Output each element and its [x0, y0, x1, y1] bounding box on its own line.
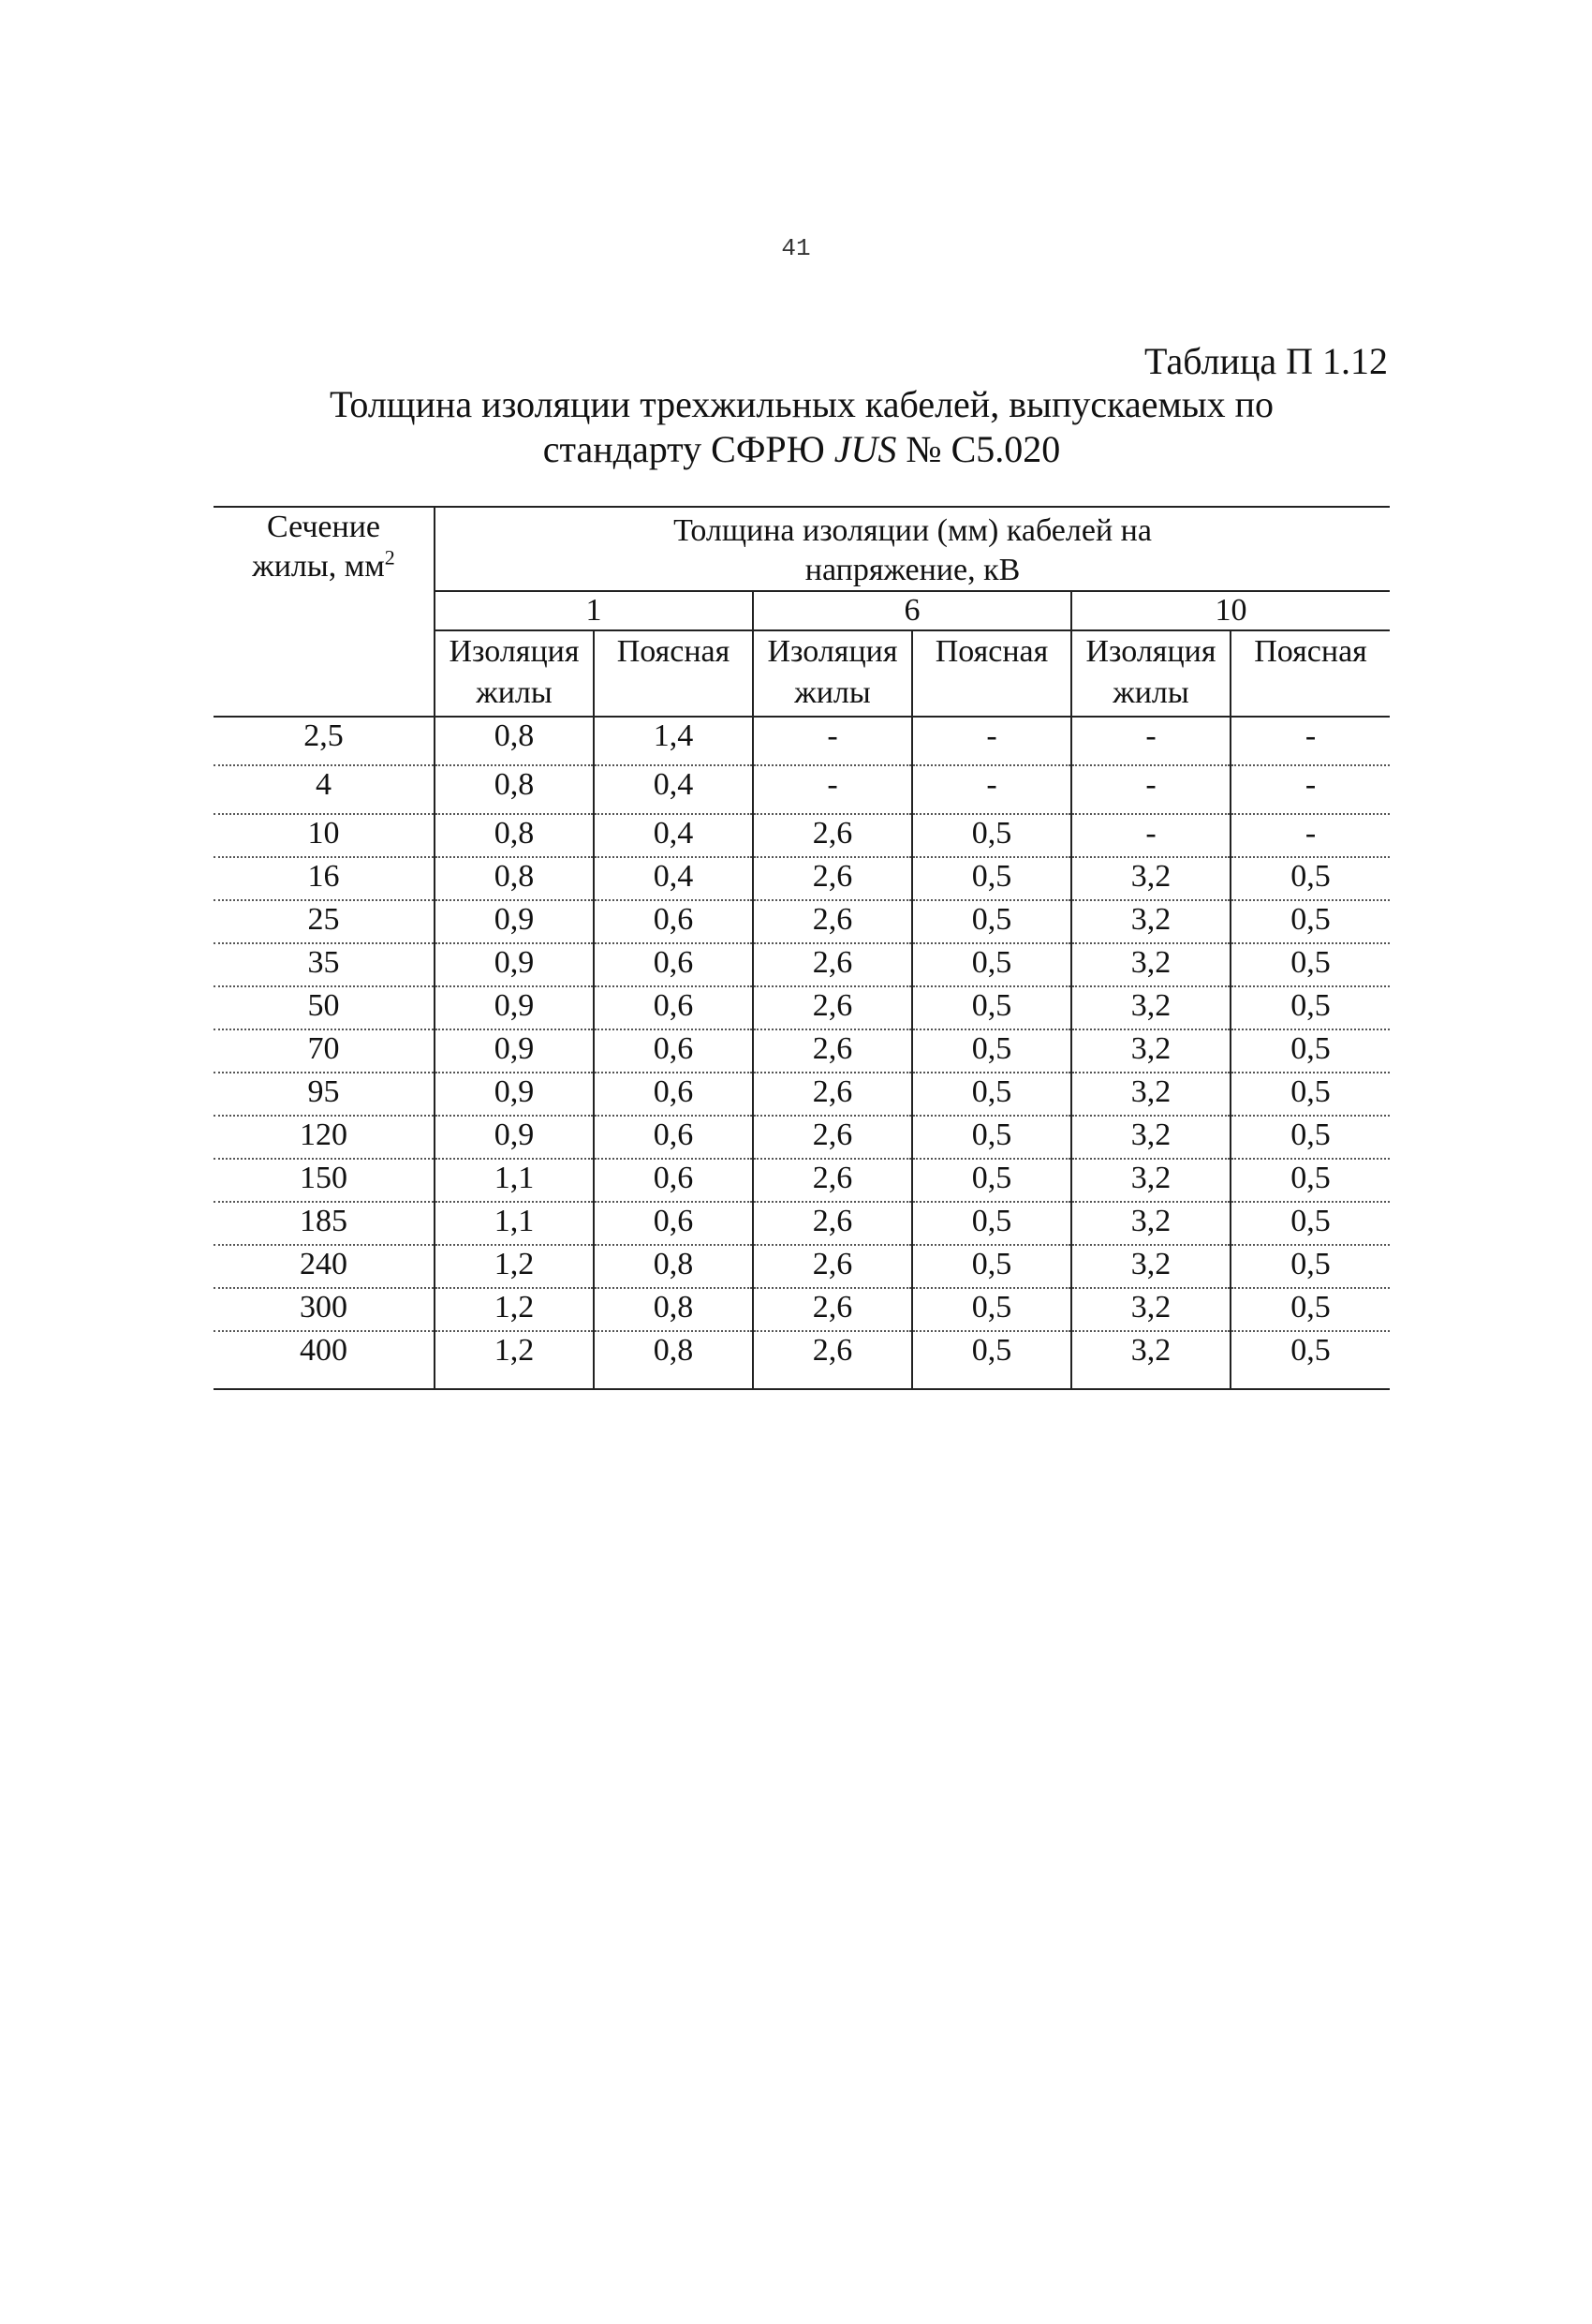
cell-section: 95 [214, 1073, 435, 1116]
cell-value: 3,2 [1071, 1202, 1231, 1245]
cell-value: 0,5 [1231, 1073, 1390, 1116]
cell-value: 2,6 [753, 1116, 912, 1159]
header-section-line-2: жилы, $мм^2$ [252, 545, 395, 584]
cell-value: 0,9 [435, 900, 594, 943]
table-row [214, 1331, 1390, 1389]
cell-value: 0,6 [594, 986, 753, 1029]
cell-value: 2,6 [753, 1073, 912, 1116]
cell-value: 0,5 [912, 986, 1071, 1029]
header-subcol-core-insulation [1071, 630, 1231, 717]
table-label: Таблица П 1.12 [1144, 340, 1388, 382]
cell-value: 0,6 [594, 1029, 753, 1073]
caption-line-1: Толщина изоляции трехжильных кабелей, выпускаемых по [329, 383, 1275, 425]
cell-value: 0,8 [594, 1245, 753, 1288]
cell-value: 1,2 [435, 1288, 594, 1331]
cell-value: 0,6 [594, 900, 753, 943]
table-row [214, 943, 1390, 986]
cell-value: 0,5 [1231, 1202, 1390, 1245]
cell-value: 0,4 [594, 857, 753, 900]
cell-value: 3,2 [1071, 1245, 1231, 1288]
header-subcol-belt-insulation [1231, 630, 1390, 717]
cell-value: 0,5 [1231, 1331, 1390, 1389]
cell-value: 0,5 [912, 1073, 1071, 1116]
cell-value: 0,8 [594, 1331, 753, 1389]
cell-section: 185 [214, 1202, 435, 1245]
caption-line-2-prefix: стандарту СФРЮ [542, 428, 834, 470]
caption-standard-code: JUS [833, 428, 897, 470]
header-subcol-line-2: жилы [476, 675, 553, 710]
cell-value: 0,8 [435, 814, 594, 857]
cell-value: 2,6 [753, 1159, 912, 1202]
cell-value: 3,2 [1071, 943, 1231, 986]
cell-value: 0,5 [912, 1245, 1071, 1288]
cell-value: - [1231, 717, 1390, 765]
cell-value: 0,5 [912, 1331, 1071, 1389]
table-row [214, 1029, 1390, 1073]
cell-value: 3,2 [1071, 857, 1231, 900]
cell-value: 0,5 [912, 943, 1071, 986]
cell-section: 10 [214, 814, 435, 857]
cell-value: - [1231, 765, 1390, 814]
cell-section: 50 [214, 986, 435, 1029]
header-voltage-10: 10 [1071, 591, 1390, 630]
cell-value: 0,6 [594, 1202, 753, 1245]
cell-value: 0,8 [594, 1288, 753, 1331]
cell-value: - [912, 765, 1071, 814]
header-thickness-line-2: напряжение, кВ [804, 553, 1021, 587]
cell-value: 0,9 [435, 986, 594, 1029]
cell-value: 0,9 [435, 1029, 594, 1073]
cell-section: 16 [214, 857, 435, 900]
cell-value: 0,6 [594, 1073, 753, 1116]
cell-value: - [1071, 814, 1231, 857]
cell-value: 0,5 [912, 1159, 1071, 1202]
table-caption [214, 382, 1390, 472]
header-voltage-1: 1 [435, 591, 753, 630]
cell-value: 2,6 [753, 814, 912, 857]
header-section-line-1: Сечение [266, 510, 380, 544]
cell-value: 3,2 [1071, 986, 1231, 1029]
table-row [214, 1288, 1390, 1331]
cell-value: 2,6 [753, 857, 912, 900]
header-subcol-line-1: Изоляция [449, 634, 580, 669]
cell-value: 0,5 [912, 814, 1071, 857]
header-subcol-core-insulation [753, 630, 912, 717]
cell-value: - [1231, 814, 1390, 857]
cell-value: 3,2 [1071, 1331, 1231, 1389]
table-row [214, 1159, 1390, 1202]
cell-value: 0,8 [435, 857, 594, 900]
caption-line-2-suffix: № С5.020 [896, 428, 1061, 470]
cell-value: 0,5 [1231, 1288, 1390, 1331]
header-subcol-line-1: Изоляция [767, 634, 898, 669]
cell-value: 2,6 [753, 943, 912, 986]
cell-value: 0,5 [1231, 1116, 1390, 1159]
cell-value: 2,6 [753, 1029, 912, 1073]
header-section [214, 507, 435, 717]
cell-value: 0,9 [435, 1116, 594, 1159]
cell-value: 0,5 [912, 1116, 1071, 1159]
cell-section: 150 [214, 1159, 435, 1202]
header-subcol-belt-insulation [912, 630, 1071, 717]
cell-value: 1,1 [435, 1202, 594, 1245]
cell-value: 0,5 [1231, 1029, 1390, 1073]
cell-value: 1,2 [435, 1331, 594, 1389]
cell-value: 3,2 [1071, 1073, 1231, 1116]
cell-section: 4 [214, 765, 435, 814]
cell-value: 2,6 [753, 1202, 912, 1245]
cell-section: 240 [214, 1245, 435, 1288]
header-subcol-line-2: жилы [1113, 675, 1189, 710]
table-row [214, 1116, 1390, 1159]
cell-value: 0,4 [594, 765, 753, 814]
cell-value: 0,9 [435, 943, 594, 986]
cell-value: 0,5 [1231, 857, 1390, 900]
cell-value: 0,5 [1231, 1159, 1390, 1202]
cell-value: 0,8 [435, 717, 594, 765]
header-subcol-line-1: Поясная [1254, 634, 1367, 669]
table-row [214, 765, 1390, 814]
cell-value: 3,2 [1071, 1116, 1231, 1159]
header-subcol-line-1: Поясная [935, 634, 1049, 669]
cell-value: 0,8 [435, 765, 594, 814]
cell-value: 3,2 [1071, 900, 1231, 943]
header-thickness [435, 507, 1390, 591]
caption-line-2 [214, 427, 1390, 472]
header-subcol-belt-insulation [594, 630, 753, 717]
cell-value: 2,6 [753, 986, 912, 1029]
cell-value: 1,2 [435, 1245, 594, 1288]
cell-value: - [912, 717, 1071, 765]
insulation-thickness-table [214, 506, 1390, 1390]
cell-value: 1,1 [435, 1159, 594, 1202]
cell-value: 2,6 [753, 1331, 912, 1389]
cell-value: 2,6 [753, 1245, 912, 1288]
cell-value: 0,6 [594, 943, 753, 986]
cell-section: 2,5 [214, 717, 435, 765]
cell-value: 2,6 [753, 900, 912, 943]
header-subcol-core-insulation [435, 630, 594, 717]
cell-value: - [1071, 765, 1231, 814]
header-thickness-line-1: Толщина изоляции (мм) кабелей на [673, 513, 1152, 548]
cell-value: 0,4 [594, 814, 753, 857]
cell-value: 0,5 [912, 900, 1071, 943]
header-subcol-line-1: Поясная [616, 634, 730, 669]
cell-value: 0,5 [1231, 986, 1390, 1029]
cell-value: 2,6 [753, 1288, 912, 1331]
cell-value: 0,5 [912, 1202, 1071, 1245]
cell-section: 400 [214, 1331, 435, 1389]
table-row [214, 900, 1390, 943]
cell-value: 0,5 [1231, 1245, 1390, 1288]
table-row [214, 1245, 1390, 1288]
cell-section: 70 [214, 1029, 435, 1073]
cell-value: 0,6 [594, 1159, 753, 1202]
cell-value: 0,9 [435, 1073, 594, 1116]
cell-value: 0,6 [594, 1116, 753, 1159]
cell-value: 3,2 [1071, 1029, 1231, 1073]
cell-value: 0,5 [1231, 943, 1390, 986]
cell-value: 0,5 [912, 1029, 1071, 1073]
table-row [214, 986, 1390, 1029]
cell-value: 0,5 [912, 857, 1071, 900]
table-row [214, 1202, 1390, 1245]
table-row [214, 717, 1390, 765]
page-number: 41 [781, 234, 811, 262]
cell-value: 0,5 [1231, 900, 1390, 943]
cell-value: - [1071, 717, 1231, 765]
cell-section: 35 [214, 943, 435, 986]
header-section-superscript: 2 [384, 545, 395, 570]
header-subcol-line-2: жилы [794, 675, 871, 710]
cell-section: 120 [214, 1116, 435, 1159]
cell-value: 3,2 [1071, 1288, 1231, 1331]
header-subcol-line-1: Изоляция [1085, 634, 1216, 669]
cell-value: - [753, 717, 912, 765]
header-voltage-6: 6 [753, 591, 1071, 630]
cell-section: 25 [214, 900, 435, 943]
table-row [214, 857, 1390, 900]
cell-section: 300 [214, 1288, 435, 1331]
table-row [214, 1073, 1390, 1116]
table-row [214, 814, 1390, 857]
cell-value: 0,5 [912, 1288, 1071, 1331]
cell-value: 3,2 [1071, 1159, 1231, 1202]
cell-value: - [753, 765, 912, 814]
cell-value: 1,4 [594, 717, 753, 765]
